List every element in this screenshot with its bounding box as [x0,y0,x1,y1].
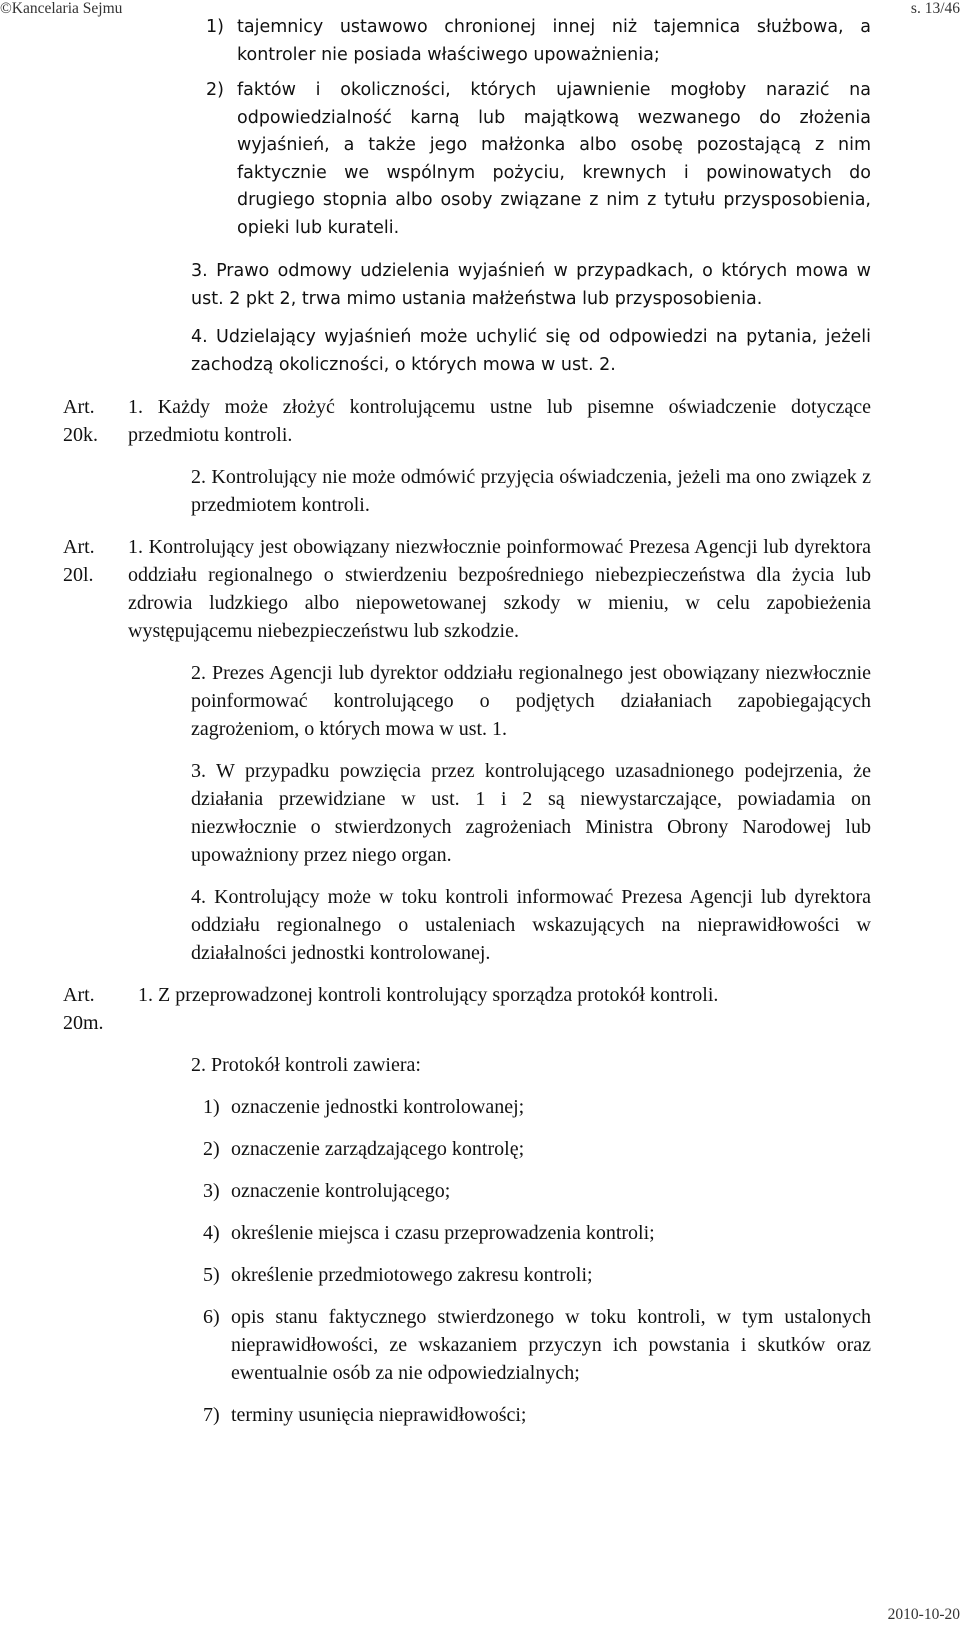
list-item-text: określenie miejsca i czasu przeprowadzenia kontroli; [231,1221,655,1244]
protocol-contents-list [203,1093,871,1429]
list-item [203,1219,871,1247]
article-paragraph: 1. Każdy może złożyć kontrolującemu ustne lub pisemne oświadczenie dotyczące przedmiotu kontroli. [128,395,871,446]
list-item [206,77,871,243]
article-label: Art. 20k. [63,395,98,446]
list-item [206,14,871,69]
list-item-number: 3) [203,1179,220,1202]
list-item [203,1261,871,1289]
footer-date: 2010-10-20 [887,1606,960,1623]
list-item [203,1401,871,1429]
header-source: ©Kancelaria Sejmu [0,0,123,17]
list-item-text: opis stanu faktycznego stwierdzonego w toku kontroli, w tym ustalonych nieprawidłowości, ze wskazaniem przyczyn ich powstania i skutków oraz ewentualnie osób za nie odpowiedzialnych; [231,1305,871,1384]
list-item [203,1135,871,1163]
list-continuation [143,14,871,243]
article-label: Art. 20l. [63,535,95,586]
article-label: Art. 20m. [63,983,104,1034]
list-item [203,1093,871,1121]
list-item-text: oznaczenie kontrolującego; [231,1179,451,1202]
list-item-text: oznaczenie zarządzającego kontrolę; [231,1137,525,1160]
list-item-number: 2) [203,1137,220,1160]
list-item-number: 2) [206,80,224,100]
list-item-number: 4) [203,1221,220,1244]
list-item-text: określenie przedmiotowego zakresu kontroli; [231,1263,593,1286]
list-item-number: 6) [203,1305,220,1328]
list-item-number: 5) [203,1263,220,1286]
paragraph-ust-3: 3. Prawo odmowy udzielenia wyjaśnień w przypadkach, o których mowa w ust. 2 pkt 2, trwa mimo ustania małżeństwa lub przysposobienia. [191,260,871,309]
article-20k [63,393,871,449]
header-page-number: s. 13/46 [910,0,960,17]
article-paragraph: 4. Kontrolujący może w toku kontroli informować Prezesa Agencji lub dyrektora oddziału regionalnego o ustaleniach wskazujących na nieprawidłowości w działalności jednostki kontrolowanej. [191,885,871,964]
document-body [63,14,871,1429]
list-item-text: terminy usunięcia nieprawidłowości; [231,1403,527,1426]
paragraph-ust-4: 4. Udzielający wyjaśnień może uchylić się od odpowiedzi na pytania, jeżeli zachodzą okoliczności, o których mowa w ust. 2. [191,326,871,375]
list-item [203,1303,871,1387]
article-20m [63,981,871,1037]
list-item-number: 7) [203,1403,220,1426]
article-paragraph: 3. W przypadku powzięcia przez kontrolującego uzasadnionego podejrzenia, że działania przewidziane w ust. 1 i 2 są niewystarczające, powiadamia on niezwłocznie o stwierdzonych zagrożeniach Ministra Obrony Narodowej lub upoważniony przez niego organ. [191,759,871,866]
list-item-number: 1) [206,17,224,37]
list-item-text: tajemnicy ustawowo chronionej innej niż tajemnica służbowa, a kontroler nie posiada właściwego upoważnienia; [237,17,871,65]
list-item [203,1177,871,1205]
article-paragraph: 1. Z przeprowadzonej kontroli kontrolujący sporządza protokół kontroli. [138,983,719,1006]
article-paragraph: 2. Prezes Agencji lub dyrektor oddziału regionalnego jest obowiązany niezwłocznie poinformować kontrolującego o podjętych działaniach zapobiegających zagrożeniom, o których mowa w ust. 1. [191,661,871,740]
list-item-text: faktów i okoliczności, których ujawnienie mogłoby narazić na odpowiedzialność karną lub majątkową wezwanego do złożenia wyjaśnień, a także jego małżonka albo osobę pozostającą z nim faktycznie we wspólnym pożyciu, krewnych i powinowatych do drugiego stopnia albo osoby związane z nim z tytułu przysposobienia, opieki lub kurateli. [237,80,871,238]
article-paragraph: 2. Protokół kontroli zawiera: [191,1053,421,1076]
article-20l [63,533,871,645]
article-paragraph: 1. Kontrolujący jest obowiązany niezwłocznie poinformować Prezesa Agencji lub dyrektora oddziału regionalnego o stwierdzeniu bezpośredniego niebezpieczeństwa dla życia lub zdrowia ludzkiego albo niepowetowanej szkody w mieniu, w celu zapobieżenia występującemu niebezpieczeństwu lub szkodzie. [128,535,871,642]
list-item-number: 1) [203,1095,220,1118]
list-item-text: oznaczenie jednostki kontrolowanej; [231,1095,525,1118]
article-paragraph: 2. Kontrolujący nie może odmówić przyjęcia oświadczenia, jeżeli ma ono związek z przedmiotem kontroli. [191,465,871,516]
